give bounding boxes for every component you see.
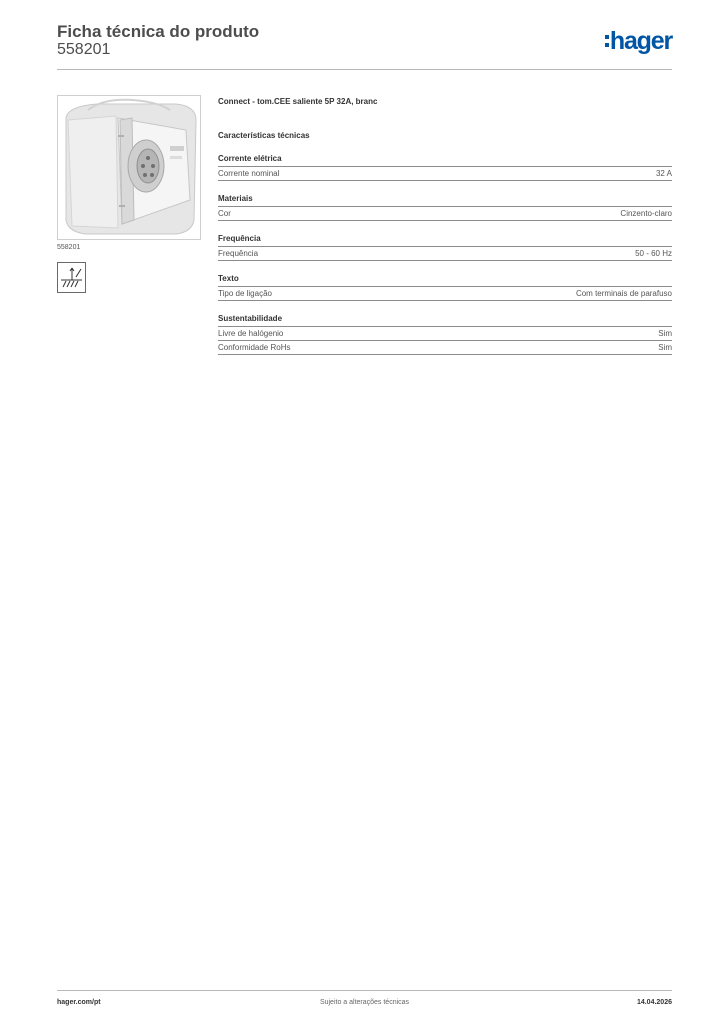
spec-group-title: Frequência	[218, 233, 672, 247]
spec-group-sustainability	[218, 313, 672, 355]
product-image	[57, 95, 201, 240]
spec-group-text	[218, 273, 672, 301]
spec-value: Com terminais de parafuso	[575, 289, 672, 298]
spec-group-title: Materiais	[218, 193, 672, 207]
document-title: Ficha técnica do produto	[57, 22, 260, 41]
page-footer	[57, 990, 672, 1012]
spec-value: 50 - 60 Hz	[635, 249, 672, 258]
footer-date: 14.04.2026	[636, 999, 672, 1006]
footer-website-link[interactable]: hager.com/pt	[57, 999, 101, 1006]
spec-row	[218, 247, 672, 261]
spec-row	[218, 287, 672, 301]
spec-label: Tipo de ligação	[218, 289, 272, 298]
spec-group-materials	[218, 193, 672, 221]
spec-group-title: Corrente elétrica	[218, 153, 672, 167]
spec-label: Livre de halógenio	[218, 329, 284, 338]
spec-row	[218, 167, 672, 181]
spec-group-frequency	[218, 233, 672, 261]
protection-symbol	[57, 262, 86, 293]
product-number: 558201	[57, 41, 111, 58]
spec-group-title: Texto	[218, 273, 672, 287]
wet-location-icon	[58, 263, 85, 292]
spec-row	[218, 207, 672, 221]
spec-value: Sim	[658, 329, 672, 338]
socket-illustration-icon	[58, 96, 201, 240]
hager-logo	[605, 28, 672, 54]
spec-content	[218, 96, 672, 367]
product-name: Connect - tom.CEE saliente 5P 32A, branc	[218, 97, 378, 106]
spec-row	[218, 327, 672, 341]
spec-group-current	[218, 153, 672, 181]
image-caption: 558201	[57, 244, 81, 251]
spec-label: Conformidade RoHs	[218, 343, 291, 352]
logo-dots-icon	[605, 35, 609, 47]
footer-disclaimer: Sujeito a alterações técnicas	[319, 999, 410, 1006]
technical-characteristics-heading: Características técnicas	[218, 131, 310, 140]
spec-group-title: Sustentabilidade	[218, 313, 672, 327]
spec-label: Cor	[218, 209, 231, 218]
spec-value: Sim	[658, 343, 672, 352]
spec-label: Frequência	[218, 249, 259, 258]
spec-value: 32 A	[655, 169, 672, 178]
page-header	[57, 20, 672, 70]
spec-row	[218, 341, 672, 355]
spec-value: Cinzento-claro	[620, 209, 672, 218]
logo-text: hager	[609, 27, 672, 55]
spec-label: Corrente nominal	[218, 169, 280, 178]
